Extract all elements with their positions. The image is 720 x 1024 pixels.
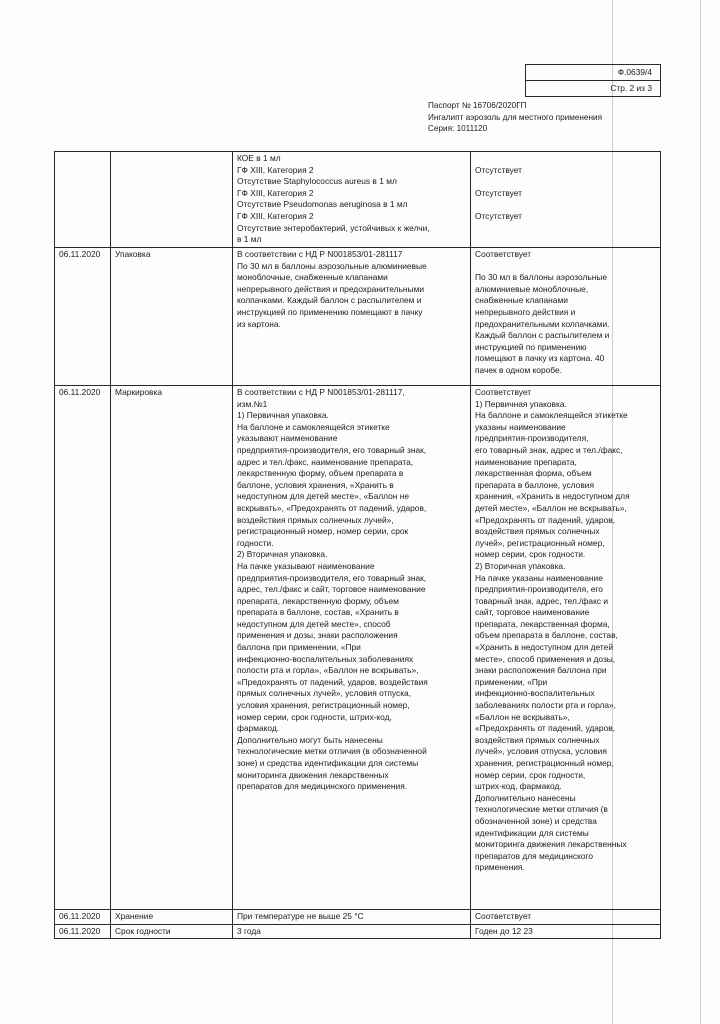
result-line: 1) Первичная упаковка. xyxy=(475,398,567,409)
specification-line: мониторинга движения лекарственных xyxy=(237,769,389,780)
test-date: 06.11.2020 xyxy=(59,911,101,921)
result-line: сайт, торговое наименование xyxy=(475,607,590,618)
test-name: Упаковка xyxy=(115,249,151,259)
result-line: Каждый баллон с распылителем и xyxy=(475,330,610,341)
specification-line: предприятия-производителя, его товарный знак, xyxy=(237,572,427,583)
result-line: Отсутствует xyxy=(475,187,522,198)
specification-line: регистрационный номер, номер серии, срок xyxy=(237,526,409,537)
result-line: номер серии, срок годности, xyxy=(475,769,586,780)
specification-line: баллоне, условия хранения, «Хранить в xyxy=(237,479,394,490)
result-cell xyxy=(471,924,661,939)
table-row xyxy=(55,152,661,248)
specification-line: моноблочные, снабженные клапанами xyxy=(237,272,388,283)
specification-line: Отсутствие энтеробактерий, устойчивых к желчи, xyxy=(237,222,430,233)
result-line: объем препарата в баллоне, состав, xyxy=(475,630,618,641)
result-line: предприятия-производителя, его xyxy=(475,584,603,595)
specification-line: КОЕ в 1 мл xyxy=(237,153,281,163)
result-line: применении, «При xyxy=(475,676,548,687)
specification-line: недоступном для детей месте», способ xyxy=(237,618,391,629)
result-line xyxy=(475,153,657,165)
specification-line: Отсутствие Staphylococcus aureus в 1 мл xyxy=(237,176,397,187)
specification-line: годности. xyxy=(237,537,274,548)
specification-line: ГФ XIII, Категория 2 xyxy=(237,187,314,198)
specification-line: 1) Первичная упаковка. xyxy=(237,410,329,421)
specification-line: технологические метки отличия (в обозначенной xyxy=(237,746,427,757)
result-line: его товарный знак, адрес и тел./факс, xyxy=(475,444,623,455)
test-date: 06.11.2020 xyxy=(59,925,101,936)
result-line: номер серии, срок годности. xyxy=(475,549,586,560)
specification-line: инфекционно-воспалительных заболеваниях xyxy=(237,653,414,664)
result-cell xyxy=(471,152,661,248)
specification-line: вскрывать», «Предохранять от падений, ударов, xyxy=(237,502,427,513)
result-line: товарный знак, адрес, тел./факс и xyxy=(475,595,609,606)
specification-line: препарата, лекарственную форму, объем xyxy=(237,595,399,606)
table-row xyxy=(55,924,661,939)
test-name: Хранение xyxy=(115,911,154,921)
result-line: пачек в одном коробе. xyxy=(475,364,562,375)
specification-line: препаратов для медицинского применения. xyxy=(237,781,408,792)
result-line: Дополнительно нанесены xyxy=(475,792,576,803)
result-line: Соответствует xyxy=(475,387,532,397)
specification-line: баллона при применении, «При xyxy=(237,642,361,653)
specification-line: номер серии, срок годности, штрих-код, xyxy=(237,711,392,722)
specification-line: фармакод. xyxy=(237,723,280,734)
result-line: знаки расположения баллона при xyxy=(475,665,607,676)
result-line: воздействия прямых солнечных xyxy=(475,526,600,537)
result-line: «Предохранять от падений, ударов, xyxy=(475,514,616,525)
result-line: технологические метки отличия (в xyxy=(475,804,608,815)
form-code: Ф.0639/4 xyxy=(526,65,660,81)
result-line: Соответствует xyxy=(475,911,532,921)
result-line: мониторинга движения лекарственных xyxy=(475,839,627,850)
result-line: лучей», условия отпуска, условия xyxy=(475,746,607,757)
specification-line: лекарственную форму, объем препарата в xyxy=(237,468,404,479)
result-line: хранения, регистрационный номер, xyxy=(475,758,614,768)
specification-cell xyxy=(233,152,471,248)
specification-line: При температуре не выше 25 °С xyxy=(237,911,364,921)
test-date: 06.11.2020 xyxy=(59,387,101,397)
result-line: 2) Вторичная упаковка. xyxy=(475,560,566,571)
specification-line: Отсутствие Pseudomonas aeruginosa в 1 мл xyxy=(237,199,408,210)
result-line: снабженные клапанами xyxy=(475,295,568,306)
test-date-cell xyxy=(55,152,111,248)
specification-line: применения и дозы, знаки расположения xyxy=(237,630,398,641)
test-name-cell xyxy=(111,386,233,910)
result-line: препарата, лекарственная форма, xyxy=(475,618,610,629)
result-line xyxy=(475,261,657,273)
result-line: препарата в баллоне, условия xyxy=(475,479,594,490)
result-line: Отсутствует xyxy=(475,164,522,175)
test-results-table xyxy=(54,151,661,939)
specification-line: препарата в баллоне, состав, «Хранить в xyxy=(237,607,399,618)
result-line: детей месте», «Баллон не вскрывать», xyxy=(475,502,627,513)
result-line: «Баллон не вскрывать», xyxy=(475,711,570,722)
table-row xyxy=(55,910,661,925)
test-name: Срок годности xyxy=(115,925,171,936)
scan-edge-line xyxy=(700,0,701,1024)
specification-line: непрерывного действия и предохранительными xyxy=(237,283,425,294)
test-name-cell xyxy=(111,152,233,248)
specification-line: изм.№1 xyxy=(237,398,268,409)
result-line: Соответствует xyxy=(475,249,532,259)
result-cell xyxy=(471,386,661,910)
result-line: заболеваниях полости рта и горла», xyxy=(475,700,616,711)
specification-line: колпачками. Каждый баллон с распылителем и xyxy=(237,295,422,306)
test-date-cell xyxy=(55,924,111,939)
result-line: лучей», регистрационный номер, xyxy=(475,537,605,548)
result-line xyxy=(475,176,657,188)
specification-line: По 30 мл в баллоны аэрозольные алюминиевые xyxy=(237,260,427,271)
product-name: Ингалипт аэрозоль для местного применения xyxy=(428,112,603,122)
result-line: непрерывного действия и xyxy=(475,306,576,317)
form-code-box xyxy=(525,64,661,97)
test-name-cell xyxy=(111,248,233,386)
result-line: воздействия прямых солнечных xyxy=(475,734,600,745)
specification-line: указывают наименование xyxy=(237,433,338,444)
result-line: По 30 мл в баллоны аэрозольные xyxy=(475,272,608,283)
table-row xyxy=(55,386,661,910)
result-cell xyxy=(471,910,661,925)
specification-cell xyxy=(233,910,471,925)
result-line: «Хранить в недоступном для детей xyxy=(475,642,613,653)
result-line: идентификации для системы xyxy=(475,827,589,838)
result-line: штрих-код, фармакод. xyxy=(475,781,562,792)
test-name: Маркировка xyxy=(115,387,162,397)
specification-cell xyxy=(233,924,471,939)
table-row xyxy=(55,248,661,386)
result-line: препаратов для медицинского xyxy=(475,850,594,861)
specification-line: недоступном для детей месте», «Баллон не xyxy=(237,491,410,502)
result-line: обозначенной зоне) и средства xyxy=(475,815,597,826)
specification-line: На баллоне и самоклеящейся этикетке xyxy=(237,421,390,432)
result-line: На пачке указаны наименование xyxy=(475,572,603,583)
result-line: предприятия-производителя, xyxy=(475,433,589,444)
result-cell xyxy=(471,248,661,386)
test-date-cell xyxy=(55,386,111,910)
result-line: Годен до 12 23 xyxy=(475,925,533,936)
result-line: инструкцией по применению xyxy=(475,341,587,352)
result-line: Отсутствует xyxy=(475,210,522,221)
series-number: Серия: 1011120 xyxy=(428,124,488,134)
specification-line: в 1 мл xyxy=(237,234,262,245)
specification-cell xyxy=(233,248,471,386)
test-name-cell xyxy=(111,924,233,939)
specification-line: 3 года xyxy=(237,925,261,936)
result-line: инфекционно-воспалительных xyxy=(475,688,595,699)
result-line: лекарственная форма, объем xyxy=(475,468,592,479)
result-line: применения. xyxy=(475,862,525,873)
page-number: Стр. 2 из 3 xyxy=(610,83,652,93)
result-line xyxy=(475,199,657,211)
test-date: 06.11.2020 xyxy=(59,249,101,259)
specification-line: прямых солнечных лучей», условия отпуска, xyxy=(237,688,412,699)
specification-line: В соответствии с НД Р N001853/01-281117 xyxy=(237,249,403,259)
specification-line: 2) Вторичная упаковка. xyxy=(237,549,328,560)
result-line: помещают в пачку из картона. 40 xyxy=(475,353,605,364)
test-date-cell xyxy=(55,910,111,925)
specification-line: полости рта и горла», «Баллон не вскрывать», xyxy=(237,665,419,676)
result-line: предохранительными колпачками. xyxy=(475,318,610,329)
specification-line: «Предохранять от падений, ударов, воздействия xyxy=(237,676,428,687)
passport-number: Паспорт № 16706/2020ГП xyxy=(428,101,527,110)
specification-line: условия хранения, регистрационный номер, xyxy=(237,700,410,711)
specification-line: адрес и тел./факс, наименование препарата, xyxy=(237,456,414,467)
specification-line: Дополнительно могут быть нанесены xyxy=(237,734,383,745)
result-line: месте», способ применения и дозы, xyxy=(475,653,616,664)
result-line: алюминиевые моноблочные, xyxy=(475,283,589,294)
passport-header xyxy=(428,100,668,135)
specification-line: ГФ XIII, Категория 2 xyxy=(237,164,314,175)
specification-line: ГФ XIII, Категория 2 xyxy=(237,210,314,221)
specification-line: В соответствии с НД Р N001853/01-281117, xyxy=(237,387,405,397)
specification-line: предприятия-производителя, его товарный знак, xyxy=(237,444,427,455)
result-line: указаны наименование xyxy=(475,421,566,432)
specification-line: адрес, тел./факс и сайт, торговое наименование xyxy=(237,584,426,595)
result-line: хранения, «Хранить в недоступном для xyxy=(475,491,630,502)
specification-line: зоне) и средства идентификации для системы xyxy=(237,758,419,768)
specification-line: На пачке указывают наименование xyxy=(237,560,375,571)
test-date-cell xyxy=(55,248,111,386)
specification-line: из картона. xyxy=(237,318,281,329)
specification-cell xyxy=(233,386,471,910)
specification-line: инструкцией по применению помещают в пачку xyxy=(237,306,423,317)
result-line: наименование препарата, xyxy=(475,456,577,467)
result-line: «Предохранять от падений, ударов, xyxy=(475,723,616,734)
result-line: На баллоне и самоклеящейся этикетке xyxy=(475,410,628,421)
specification-line: воздействия прямых солнечных лучей», xyxy=(237,514,394,525)
test-name-cell xyxy=(111,910,233,925)
